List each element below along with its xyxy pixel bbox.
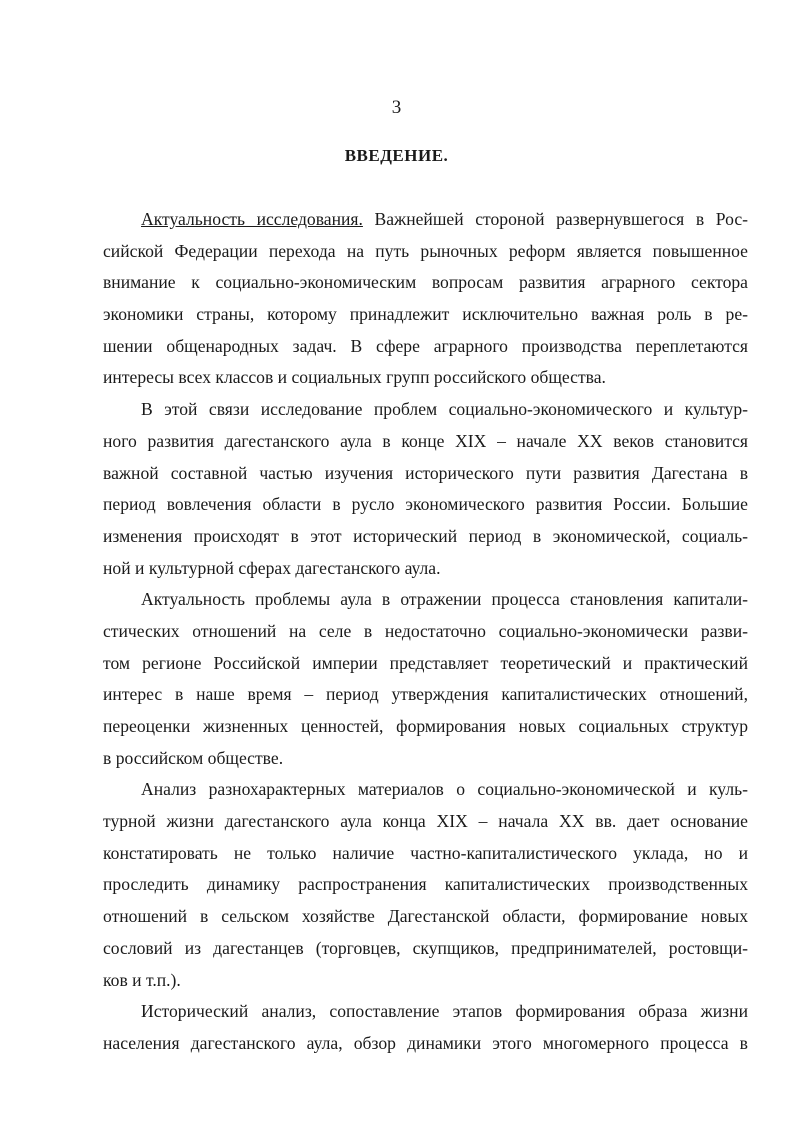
- text-line: сийской Федерации перехода на путь рыночных реформ является повышенное: [103, 240, 748, 261]
- text-line: стических отношений на селе в недостаточно социально-экономически разви-: [103, 620, 748, 641]
- body-text: [103, 204, 748, 1060]
- text-line: В этой связи исследование проблем социально-экономического и культур-: [141, 399, 748, 420]
- paragraph-3: [103, 584, 748, 774]
- text-line: экономики страны, которому принадлежит исключительно важная роль в ре-: [103, 304, 748, 325]
- paragraph-2: [103, 394, 748, 584]
- text-line: интерес в наше время – период утверждения капиталистических отношений,: [103, 684, 748, 705]
- text-line: Актуальность проблемы аула в отражении процесса становления капитали-: [141, 589, 748, 610]
- text-line: проследить динамику распространения капиталистических производственных: [103, 874, 748, 895]
- text-line: сословий из дагестанцев (торговцев, скупщиков, предпринимателей, ростовщи-: [103, 937, 748, 958]
- paragraph-4: [103, 774, 748, 996]
- text-line: ного развития дагестанского аула в конце XIX – начале XX веков становится: [103, 430, 748, 451]
- text-line: переоценки жизненных ценностей, формирования новых социальных структур: [103, 716, 748, 736]
- text-line: отношений в сельском хозяйстве Дагестанской области, формирование новых: [103, 906, 748, 927]
- text-line: ков и т.п.).: [103, 969, 181, 990]
- text-line: населения дагестанского аула, обзор динамики этого многомерного процесса в: [103, 1032, 748, 1053]
- text-line: Исторический анализ, сопоставление этапов формирования образа жизни: [141, 1001, 748, 1022]
- text-line: в российском обществе.: [103, 747, 284, 768]
- text-line: внимание к социально-экономическим вопросам развития аграрного сектора: [103, 272, 748, 293]
- text-line: интересы всех классов и социальных групп российского общества.: [103, 367, 606, 388]
- text-line: турной жизни дагестанского аула конца XIX – начала XX вв. дает основание: [103, 811, 748, 832]
- relevance-lead: Актуальность исследования.: [141, 209, 363, 229]
- section-heading: ВВЕДЕНИЕ.: [344, 146, 449, 165]
- text-line: ной и культурной сферах дагестанского аула.: [103, 557, 441, 578]
- page-number: 3: [391, 97, 402, 118]
- text-line: шении общенародных задач. В сфере аграрного производства переплетаются: [103, 335, 748, 356]
- text-line: изменения происходят в этот исторический период в экономической, социаль-: [103, 525, 748, 546]
- text-line: констатировать не только наличие частно-капиталистического уклада, но и: [103, 842, 748, 863]
- paragraph-5: [103, 996, 748, 1059]
- text-line: Актуальность исследования. Важнейшей стороной развернувшегося в Рос-: [141, 209, 748, 229]
- text-line: период вовлечения области в русло экономического развития России. Большие: [103, 494, 748, 515]
- text-line: том регионе Российской империи представляет теоретический и практический: [103, 652, 748, 673]
- text-line: важной составной частью изучения исторического пути развития Дагестана в: [103, 462, 748, 483]
- text-line: Анализ разнохарактерных материалов о социально-экономической и куль-: [141, 779, 748, 800]
- paragraph-1: [103, 204, 748, 394]
